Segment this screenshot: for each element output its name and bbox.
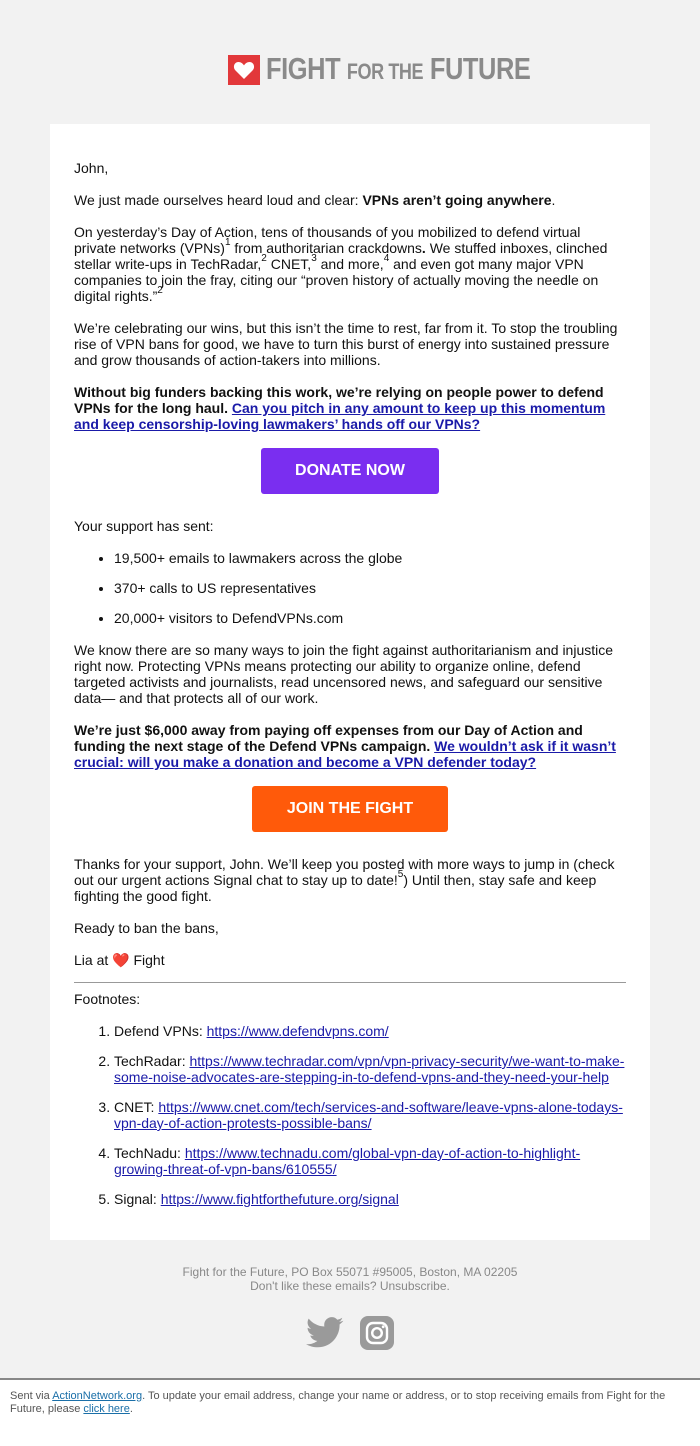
text-span: . To update your email address, change your name or address, or to stop receiving emails from Fight for the Future, please	[10, 1390, 666, 1415]
join-wrap	[74, 786, 626, 832]
donate-wrap	[74, 448, 626, 494]
brand-word-future: FUTURE	[429, 50, 531, 86]
list-item: • 370+ calls to US representatives	[114, 580, 626, 596]
unsubscribe-link[interactable]: Don't like these emails? Unsubscribe.	[250, 1279, 450, 1293]
heart-icon: ❤️	[112, 952, 130, 968]
donation-link-text: We wouldn’t ask if it wasn’t crucial: will you make a donation and become a VPN defender today?	[74, 738, 616, 770]
brand-word-fight: FIGHT	[266, 50, 341, 86]
footnote-link[interactable]: https://www.technadu.com/global-vpn-day-of-action-to-highlight-growing-threat-of-vpn-bans/610555/	[114, 1145, 581, 1177]
support-list	[74, 550, 626, 626]
text-span: Thanks for your support, John. We’ll keep you posted with more ways to jump in (check out our urgent actions Signal chat to stay up to date!	[74, 856, 615, 888]
intro-text: We just made ourselves heard loud and clear:	[74, 192, 363, 208]
text-span: CNET,	[266, 256, 312, 272]
email-body	[74, 160, 626, 1221]
twitter-icon[interactable]	[306, 1316, 342, 1350]
text-span: CNET:	[114, 1099, 159, 1115]
footnote-link[interactable]: https://www.techradar.com/vpn/vpn-privacy-security/we-want-to-make-some-noise-advocates-are-stepping-in-to-defend-vpns-and-they-need-your-help	[114, 1053, 625, 1085]
paragraph-thanks	[74, 856, 626, 904]
brand-word-forthe: FOR THE	[346, 58, 424, 84]
sent-via-bar	[0, 1378, 700, 1446]
ask-bold: Without big funders backing this work, we’re relying on people power to defend VPNs for the long haul.	[74, 384, 604, 416]
email-header	[0, 0, 700, 124]
footnote-item	[114, 1099, 626, 1131]
support-intro: Your support has sent:	[74, 518, 214, 534]
text-span: Signal:	[114, 1191, 161, 1207]
text-span: from authoritarian crackdowns	[230, 240, 422, 256]
footnote-ref: 2	[157, 285, 163, 297]
paragraph-ways: We know there are so many ways to join the fight against authoritarianism and injustice right now. Protecting VPNs means protecting our ability to organize online, defend targeted activists and journalists, read uncensored news, and safeguard our sensitive data— and that protects all of our work.	[74, 642, 614, 706]
paragraph-day-of-action	[74, 224, 626, 304]
text-span: We stuffed inboxes, clinched stellar write-ups in TechRadar,	[74, 240, 608, 272]
footnote-ref: 1	[224, 237, 231, 249]
footer-address: Fight for the Future, PO Box 55071 #95005, Boston, MA 02205	[182, 1265, 518, 1279]
intro-bold: VPNs aren’t going anywhere	[362, 192, 552, 208]
footnote-item	[114, 1145, 626, 1177]
intro-end: .	[551, 192, 556, 208]
brand-logo[interactable]	[228, 50, 589, 86]
footnote-ref: 4	[383, 253, 390, 265]
greeting: John,	[74, 160, 109, 176]
paragraph-intro	[74, 192, 626, 208]
footnote-link[interactable]: https://www.fightforthefuture.org/signal	[160, 1191, 399, 1207]
text-span: Sent via	[10, 1390, 53, 1402]
footnote-item	[114, 1191, 626, 1207]
social-links	[306, 1316, 396, 1352]
footnote-link[interactable]: https://www.cnet.com/tech/services-and-software/leave-vpns-alone-todays-vpn-day-of-action-protests-possible-bans/	[114, 1099, 623, 1131]
text-span: Defend VPNs:	[114, 1023, 207, 1039]
footnote-ref: 2	[261, 253, 267, 265]
donate-now-button[interactable]: DONATE NOW	[261, 448, 439, 494]
text-span: .	[421, 240, 426, 256]
divider	[74, 982, 626, 983]
paragraph-ask	[74, 384, 626, 432]
footnote-item	[114, 1053, 626, 1085]
text-span: and more,	[316, 256, 384, 272]
footnotes-title: Footnotes:	[74, 991, 141, 1007]
heart-icon	[228, 55, 260, 85]
click-here-link[interactable]: click here	[83, 1403, 130, 1415]
list-item: • 20,000+ visitors to DefendVPNs.com	[114, 610, 626, 626]
footnotes-list	[74, 1023, 626, 1207]
join-the-fight-button[interactable]: JOIN THE FIGHT	[252, 786, 448, 832]
brand-wordmark	[266, 50, 531, 87]
footnote-item	[114, 1023, 626, 1039]
text-span: and even got many major VPN companies to join the fray, citing our “proven history of actually moving the needle on digital rights.”	[74, 256, 599, 304]
goal-bold: We’re just $6,000 away from paying off expenses from our Day of Action and funding the next stage of the Defend VPNs campaign.	[74, 722, 583, 754]
paragraph-celebrating: We’re celebrating our wins, but this isn’t the time to rest, far from it. To stop the troubling rise of VPN bans for good, we have to turn this burst of energy into sustained pressure and grow thousands of action-takers into millions.	[74, 320, 618, 368]
paragraph-goal	[74, 722, 626, 770]
footer	[0, 1265, 700, 1293]
text-span: TechNadu:	[114, 1145, 185, 1161]
footnote-link[interactable]: https://www.defendvpns.com/	[206, 1023, 389, 1039]
actionnetwork-link[interactable]: ActionNetwork.org	[52, 1390, 143, 1402]
text-span: Lia at	[74, 952, 113, 968]
footnote-ref: 5	[397, 869, 404, 881]
text-span: On yesterday’s Day of Action, tens of thousands of you mobilized to defend virtual private networks (VPNs)	[74, 224, 581, 256]
instagram-icon[interactable]	[360, 1316, 394, 1350]
text-span: ) Until then, stay safe and keep fighting the good fight.	[74, 872, 597, 904]
pitch-in-link-text: Can you pitch in any amount to keep up this momentum and keep censorship-loving lawmakers’ hands off our VPNs?	[74, 400, 606, 432]
signature	[74, 952, 626, 968]
footnote-ref: 3	[311, 253, 317, 265]
text-span: TechRadar:	[114, 1053, 190, 1069]
email-card	[50, 124, 650, 1240]
sent-via-text	[10, 1390, 690, 1416]
signoff: Ready to ban the bans,	[74, 920, 219, 936]
text-span: Fight	[129, 952, 165, 968]
text-span: .	[129, 1403, 133, 1415]
list-item: • 19,500+ emails to lawmakers across the globe	[114, 550, 626, 566]
